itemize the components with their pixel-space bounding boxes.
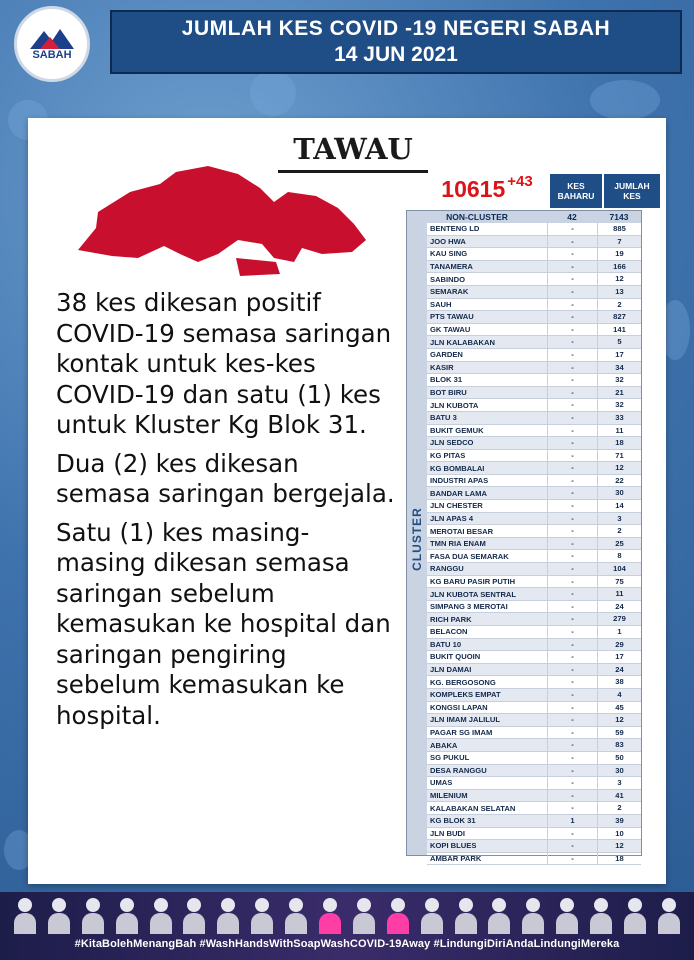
cluster-name: JLN KUBOTA: [430, 400, 479, 410]
cluster-new-cases: -: [547, 299, 597, 311]
report-date: 14 JUN 2021: [334, 43, 458, 66]
cluster-total-cases: 11: [597, 425, 641, 437]
table-row: [427, 727, 641, 740]
table-row: [427, 374, 641, 387]
frontliner-figure-icon: [317, 896, 343, 934]
cluster-name: GK TAWAU: [430, 325, 471, 335]
cluster-total-cases: 41: [597, 790, 641, 802]
cluster-name: KAU SING: [430, 249, 468, 259]
table-row: [427, 689, 641, 702]
cluster-new-cases: -: [547, 450, 597, 462]
table-row: [427, 639, 641, 652]
cluster-new-cases: -: [547, 853, 597, 865]
cluster-total-cases: 19: [597, 248, 641, 260]
frontliner-figure-icon: [283, 896, 309, 934]
cluster-total-cases: 885: [597, 223, 641, 235]
cluster-new-cases: -: [547, 324, 597, 336]
cluster-total-cases: 104: [597, 563, 641, 575]
cluster-new-cases: -: [547, 374, 597, 386]
cluster-new-cases: -: [547, 664, 597, 676]
table-row: [427, 576, 641, 589]
table-row: [427, 525, 641, 538]
cluster-new-cases: -: [547, 399, 597, 411]
cluster-total-cases: 50: [597, 752, 641, 764]
table-row: [427, 802, 641, 815]
hashtags: #KitaBolehMenangBah #WashHandsWithSoapWashCOVID-19Away #LindungiDiriAndaLindungiMereka: [74, 938, 620, 950]
table-row: [427, 261, 641, 274]
non-cluster-name: NON-CLUSTER: [446, 212, 508, 222]
table-row: [427, 462, 641, 475]
cluster-total-cases: 827: [597, 311, 641, 323]
cluster-new-cases: -: [547, 840, 597, 852]
cluster-new-cases: -: [547, 765, 597, 777]
description-paragraph: 38 kes dikesan positif COVID-19 semasa saringan kontak untuk kes-kes COVID-19 dan satu (1) kes untuk Kluster Kg Blok 31.: [56, 288, 392, 439]
table-row: [427, 513, 641, 526]
cluster-name: MEROTAI BESAR: [430, 526, 494, 536]
tawau-map-icon: [68, 162, 368, 282]
cluster-rows: [427, 223, 641, 865]
frontliner-figure-icon: [385, 896, 411, 934]
cluster-new-cases: -: [547, 588, 597, 600]
cluster-name: JLN CHESTER: [430, 501, 483, 511]
cluster-total-cases: 12: [597, 273, 641, 285]
title-banner: [110, 10, 682, 74]
table-row: [427, 790, 641, 803]
cluster-total-cases: 5: [597, 336, 641, 348]
virus-decoration-icon: [590, 80, 660, 120]
cluster-name: BOT BIRU: [430, 388, 467, 398]
table-row: [427, 714, 641, 727]
cluster-table: [406, 210, 642, 863]
frontliner-figure-icon: [351, 896, 377, 934]
table-row: [427, 777, 641, 790]
cluster-total-cases: 39: [597, 815, 641, 827]
sabah-logo-icon: [30, 27, 74, 49]
cluster-new-cases: -: [547, 336, 597, 348]
cluster-new-cases: -: [547, 802, 597, 814]
cluster-name: ABAKA: [430, 740, 458, 750]
cluster-new-cases: -: [547, 676, 597, 688]
cluster-name: MILENIUM: [430, 791, 468, 801]
cluster-total-cases: 18: [597, 437, 641, 449]
cluster-name: SABINDO: [430, 274, 466, 284]
cluster-total-cases: 12: [597, 714, 641, 726]
table-row: [427, 487, 641, 500]
cluster-new-cases: -: [547, 475, 597, 487]
table-row: [427, 676, 641, 689]
cluster-new-cases: -: [547, 273, 597, 285]
cluster-total-cases: 166: [597, 261, 641, 273]
cluster-total-cases: 24: [597, 601, 641, 613]
frontliner-figure-icon: [114, 896, 140, 934]
frontliner-figure-icon: [520, 896, 546, 934]
cluster-name: KONGSI LAPAN: [430, 702, 488, 712]
frontliner-figure-icon: [181, 896, 207, 934]
cluster-total-cases: 71: [597, 450, 641, 462]
table-row: [427, 664, 641, 677]
column-header-total-line2: KES: [623, 191, 641, 201]
table-row: [427, 563, 641, 576]
new-cases-value: +43: [507, 173, 533, 190]
table-row: [427, 550, 641, 563]
cluster-total-cases: 11: [597, 588, 641, 600]
cluster-new-cases: -: [547, 487, 597, 499]
table-row: [427, 299, 641, 312]
cluster-name: DESA RANGGU: [430, 765, 487, 775]
total-cases-value: 10615: [441, 176, 506, 202]
cluster-total-cases: 17: [597, 651, 641, 663]
cluster-name: KOMPLEKS EMPAT: [430, 690, 501, 700]
cluster-total-cases: 75: [597, 576, 641, 588]
column-header-total-line1: JUMLAH: [614, 181, 650, 191]
description-paragraph: Dua (2) kes dikesan semasa saringan bergejala.: [56, 448, 395, 508]
table-row: [427, 437, 641, 450]
cluster-total-cases: 32: [597, 374, 641, 386]
non-cluster-total: 7143: [609, 212, 629, 222]
column-header-new-line1: KES: [567, 181, 585, 191]
cluster-total-cases: 83: [597, 739, 641, 751]
cluster-new-cases: -: [547, 311, 597, 323]
table-row: [427, 500, 641, 513]
table-row: [427, 626, 641, 639]
cluster-new-cases: -: [547, 727, 597, 739]
table-row: [427, 853, 641, 866]
cluster-total-cases: 7: [597, 236, 641, 248]
cluster-name: UMAS: [430, 778, 453, 788]
cluster-name: KASIR: [430, 362, 454, 372]
table-row: [427, 324, 641, 337]
cluster-label: CLUSTER: [410, 507, 425, 571]
frontliner-figure-icon: [148, 896, 174, 934]
table-row: [427, 387, 641, 400]
table-row: [427, 362, 641, 375]
cluster-name: JLN APAS 4: [430, 513, 474, 523]
cluster-name: BATU 3: [430, 413, 457, 423]
table-row: [427, 311, 641, 324]
cluster-total-cases: 1: [597, 626, 641, 638]
cluster-name: KG BLOK 31: [430, 816, 476, 826]
cluster-new-cases: -: [547, 513, 597, 525]
cluster-name: TMN RIA ENAM: [430, 539, 486, 549]
cluster-name: JOO HWA: [430, 236, 466, 246]
cluster-total-cases: 2: [597, 299, 641, 311]
cluster-total-cases: 8: [597, 550, 641, 562]
table-row: [427, 765, 641, 778]
content-panel: [28, 118, 666, 884]
cluster-new-cases: -: [547, 777, 597, 789]
cluster-name: KG BOMBALAI: [430, 463, 485, 473]
frontliner-figure-icon: [419, 896, 445, 934]
cluster-new-cases: -: [547, 425, 597, 437]
frontliner-figure-icon: [554, 896, 580, 934]
cluster-total-cases: 279: [597, 613, 641, 625]
cluster-total-cases: 30: [597, 487, 641, 499]
cluster-new-cases: -: [547, 613, 597, 625]
cluster-name: JLN KUBOTA SENTRAL: [430, 589, 517, 599]
cluster-name: INDUSTRI APAS: [430, 476, 489, 486]
cluster-total-cases: 10: [597, 828, 641, 840]
frontliner-figure-icon: [249, 896, 275, 934]
district-title: TAWAU: [278, 132, 428, 173]
table-row: [427, 613, 641, 626]
cluster-total-cases: 3: [597, 777, 641, 789]
frontliner-figure-icon: [46, 896, 72, 934]
cluster-total-cases: 14: [597, 500, 641, 512]
cluster-new-cases: -: [547, 739, 597, 751]
table-row: [427, 425, 641, 438]
cluster-new-cases: 1: [547, 815, 597, 827]
cluster-new-cases: -: [547, 651, 597, 663]
frontliner-figure-icon: [588, 896, 614, 934]
cluster-new-cases: -: [547, 236, 597, 248]
cluster-total-cases: 33: [597, 412, 641, 424]
cluster-total-cases: 17: [597, 349, 641, 361]
table-row: [427, 840, 641, 853]
frontliner-figure-icon: [215, 896, 241, 934]
cluster-name: RANGGU: [430, 564, 464, 574]
cluster-new-cases: -: [547, 563, 597, 575]
cluster-new-cases: -: [547, 412, 597, 424]
table-row: [427, 236, 641, 249]
virus-decoration-icon: [250, 70, 296, 116]
total-cases: [414, 173, 560, 208]
cluster-new-cases: -: [547, 828, 597, 840]
table-row: [427, 752, 641, 765]
table-row: [427, 588, 641, 601]
cluster-name: JLN KALABAKAN: [430, 337, 495, 347]
cluster-total-cases: 45: [597, 702, 641, 714]
table-row: [427, 399, 641, 412]
cluster-new-cases: -: [547, 752, 597, 764]
cluster-new-cases: -: [547, 286, 597, 298]
cluster-new-cases: -: [547, 626, 597, 638]
table-row: [427, 702, 641, 715]
cluster-total-cases: 29: [597, 639, 641, 651]
cluster-name: KALABAKAN SELATAN: [430, 803, 516, 813]
cluster-new-cases: -: [547, 437, 597, 449]
cluster-new-cases: -: [547, 714, 597, 726]
frontliner-figure-icon: [486, 896, 512, 934]
cluster-name: BELACON: [430, 627, 468, 637]
cluster-new-cases: -: [547, 462, 597, 474]
description-paragraph: Satu (1) kes masing-masing dikesan semasa saringan sebelum kemasukan ke hospital dan saringan pengiring sebelum kemasukan ke hospital.: [56, 517, 391, 730]
cluster-new-cases: -: [547, 261, 597, 273]
cluster-total-cases: 30: [597, 765, 641, 777]
table-row: [427, 412, 641, 425]
cluster-new-cases: -: [547, 362, 597, 374]
table-row: [427, 651, 641, 664]
cluster-total-cases: 2: [597, 525, 641, 537]
cluster-name: SIMPANG 3 MEROTAI: [430, 602, 508, 612]
column-header-new: [550, 174, 602, 208]
totals-header: [414, 173, 650, 208]
cluster-name: PAGAR SG IMAM: [430, 728, 493, 738]
cluster-total-cases: 38: [597, 676, 641, 688]
table-row: [427, 538, 641, 551]
cluster-name: PTS TAWAU: [430, 312, 474, 322]
cluster-name: KG. BERGOSONG: [430, 677, 496, 687]
cluster-name: FASA DUA SEMARAK: [430, 551, 509, 561]
non-cluster-row: [407, 211, 641, 223]
cluster-name: BATU 10: [430, 639, 462, 649]
cluster-new-cases: -: [547, 576, 597, 588]
cluster-new-cases: -: [547, 702, 597, 714]
cluster-name: JLN DAMAI: [430, 665, 472, 675]
cluster-name: BENTENG LD: [430, 224, 480, 234]
cluster-side-label: [407, 223, 427, 855]
table-row: [427, 450, 641, 463]
cluster-total-cases: 2: [597, 802, 641, 814]
cluster-total-cases: 18: [597, 853, 641, 865]
cluster-name: JLN SEDCO: [430, 438, 474, 448]
column-header-total: [604, 174, 660, 208]
cluster-new-cases: -: [547, 790, 597, 802]
cluster-new-cases: -: [547, 349, 597, 361]
column-header-new-line2: BAHARU: [557, 191, 595, 201]
table-row: [427, 601, 641, 614]
cluster-name: JLN BUDI: [430, 828, 466, 838]
table-row: [427, 739, 641, 752]
cluster-total-cases: 4: [597, 689, 641, 701]
table-row: [427, 336, 641, 349]
cluster-total-cases: 59: [597, 727, 641, 739]
cluster-total-cases: 32: [597, 399, 641, 411]
table-row: [427, 286, 641, 299]
footer-banner: [0, 892, 694, 960]
description: [56, 288, 396, 739]
cluster-new-cases: -: [547, 223, 597, 235]
frontliner-figure-icon: [80, 896, 106, 934]
cluster-name: BUKIT QUOIN: [430, 652, 481, 662]
cluster-name: GARDEN: [430, 350, 463, 360]
cluster-name: KG BARU PASIR PUTIH: [430, 576, 516, 586]
cluster-name: BANDAR LAMA: [430, 488, 487, 498]
cluster-total-cases: 3: [597, 513, 641, 525]
cluster-name: RICH PARK: [430, 614, 472, 624]
table-row: [427, 248, 641, 261]
cluster-total-cases: 21: [597, 387, 641, 399]
cluster-name: KOPI BLUES: [430, 841, 477, 851]
frontliner-figure-icon: [622, 896, 648, 934]
table-row: [427, 828, 641, 841]
cluster-total-cases: 24: [597, 664, 641, 676]
table-row: [427, 223, 641, 236]
cluster-name: BLOK 31: [430, 375, 463, 385]
table-row: [427, 273, 641, 286]
cluster-total-cases: 12: [597, 840, 641, 852]
cluster-name: KG PITAS: [430, 450, 466, 460]
non-cluster-new: 42: [567, 212, 577, 222]
cluster-new-cases: -: [547, 689, 597, 701]
cluster-name: BUKIT GEMUK: [430, 425, 484, 435]
table-row: [427, 475, 641, 488]
cluster-new-cases: -: [547, 500, 597, 512]
cluster-name: JLN IMAM JALILUL: [430, 715, 501, 725]
page-title: JUMLAH KES COVID -19 NEGERI SABAH: [181, 17, 611, 40]
table-row: [427, 349, 641, 362]
cluster-name: SG PUKUL: [430, 753, 470, 763]
cluster-name: SAUH: [430, 299, 452, 309]
cluster-name: SEMARAK: [430, 287, 469, 297]
sabah-logo: [14, 6, 90, 82]
cluster-new-cases: -: [547, 601, 597, 613]
frontliner-figures: [12, 896, 682, 936]
cluster-total-cases: 12: [597, 462, 641, 474]
cluster-name: TANAMERA: [430, 262, 473, 272]
cluster-new-cases: -: [547, 538, 597, 550]
frontliner-figure-icon: [656, 896, 682, 934]
cluster-total-cases: 34: [597, 362, 641, 374]
cluster-new-cases: -: [547, 550, 597, 562]
cluster-new-cases: -: [547, 387, 597, 399]
frontliner-figure-icon: [12, 896, 38, 934]
logo-text: SABAH: [32, 49, 72, 61]
cluster-new-cases: -: [547, 639, 597, 651]
cluster-new-cases: -: [547, 525, 597, 537]
cluster-total-cases: 25: [597, 538, 641, 550]
frontliner-figure-icon: [453, 896, 479, 934]
table-row: [427, 815, 641, 828]
cluster-name: AMBAR PARK: [430, 853, 482, 863]
cluster-total-cases: 13: [597, 286, 641, 298]
cluster-total-cases: 22: [597, 475, 641, 487]
cluster-total-cases: 141: [597, 324, 641, 336]
cluster-new-cases: -: [547, 248, 597, 260]
